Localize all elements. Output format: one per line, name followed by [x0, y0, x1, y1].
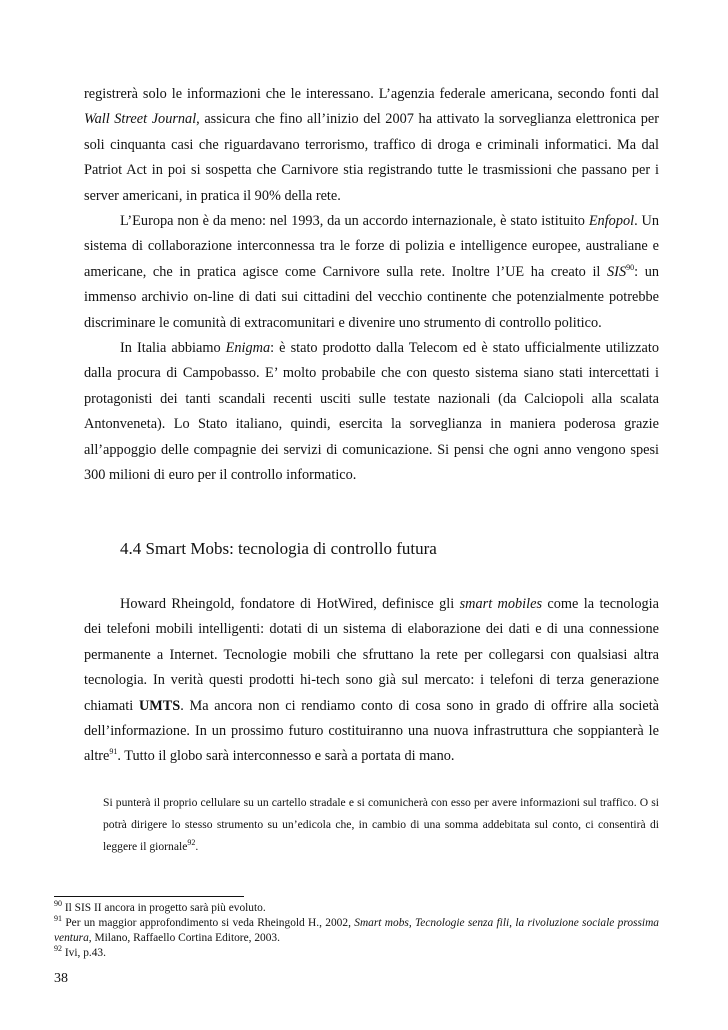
footnote-ref-91: 91: [109, 747, 118, 757]
footnote-92: $^{92}$ Ivi, p.43.: [54, 944, 106, 959]
footnote-ref-90: 90: [626, 263, 635, 273]
paragraph-enfopol: L’Europa non è da meno: nel 1993, da un accordo internazionale, è stato istituito Enfopol. Un sistema di collaborazione interconnessa tra le forze di polizia e intelligence europee, australiane e americane, che in pratica agisce come Carnivore sulla rete. Inoltre l’UE ha creato il SIS$^{90}$: un immenso archivio on-line di dati sui cittadini del vecchio continente che potenzialmente potrebbe discriminare le comunità di extracomunitari e divenire uno strumento di controllo politico.: [84, 213, 660, 331]
footnote-separator: [54, 896, 244, 897]
footnote-90: $^{90}$ Il SIS II ancora in progetto sarà più evoluto.: [54, 899, 266, 914]
block-quote: Si punterà il proprio cellulare su un cartello stradale e si comunicherà con esso per avere informazioni sul traffico. O si potrà dirigere lo stesso strumento su un’edicola che, in cambio di una somma addebitata sul conto, ci consentirà di leggere il giornale$^{92}$.: [103, 796, 659, 853]
newspaper-title: Wall Street Journal: [84, 111, 197, 128]
smart-mobiles-term: smart mobiles: [459, 596, 543, 612]
umts-term: UMTS: [138, 697, 181, 714]
section-heading: 4.4 Smart Mobs: tecnologia di controllo futura: [120, 539, 437, 558]
body-text-top: [84, 82, 659, 489]
enigma-term: Enigma: [225, 340, 271, 357]
page-number: 38: [54, 971, 68, 986]
paragraph-carnivore: registrerà solo le informazioni che le interessano. L’agenzia federale americana, secondo fonti dal Wall Street Journal, assicura che fino all’inizio del 2007 ha attivato la sorveglianza elettronica per soli cinquanta casi che riguardavano terrorismo, traffico di droga e criminali informatici. Ma dal Patriot Act in poi si sospetta che Carnivore stia registrando tutte le trasmissioni che passano per i server americani, in pratica il 90% della rete.: [84, 86, 659, 204]
paragraph-enigma: In Italia abbiamo Enigma: è stato prodotto dalla Telecom ed è stato ufficialmente utilizzato dalla procura di Campobasso. E’ molto probabile che con questo sistema siano stati intercettati i protagonisti dei tanti scandali recenti usciti sulle testate nazionali (da Calciopoli alla scalata Antonveneta). Lo Stato italiano, quindi, esercita la sorveglianza in maniera poderosa grazie all’appoggio delle compagnie dei servizi di comunicazione. Si pensi che ogni anno vengono spesi 300 milioni di euro per il controllo informatico.: [84, 340, 659, 484]
sis-term: SIS: [607, 263, 627, 280]
body-text-section: [84, 592, 659, 770]
paragraph-smart-mobs: Howard Rheingold, fondatore di HotWired, definisce gli smart mobiles come la tecnologia dei telefoni mobili intelligenti: dotati di un sistema di elaborazione dei dati e di una connessione permanente a Internet. Tecnologie mobili che sfruttano la rete per collegarsi con qualsiasi altra tecnologia. In verità questi prodotti hi-tech sono già sul mercato: i telefoni di terza generazione chiamati UMTS. Ma ancora non ci rendiamo conto di cosa sono in grado di offrire alla società dell’informazione. In un prossimo futuro costituiranno una nuova infrastruttura che soppianterà le altre$^{91}$. Tutto il globo sarà interconnesso e sarà a portata di mano.: [84, 596, 660, 765]
footnote-ref-92: 92: [187, 838, 196, 848]
footnote-91: $^{91}$ Per un maggior approfondimento si veda Rheingold H., 2002, Smart mobs, Tecnologie senza fili, la rivoluzione sociale prossima ventura, Milano, Raffaello Cortina Editore, 2003.: [54, 914, 659, 944]
enfopol-term: Enfopol: [588, 213, 635, 230]
footnotes: [54, 901, 659, 961]
